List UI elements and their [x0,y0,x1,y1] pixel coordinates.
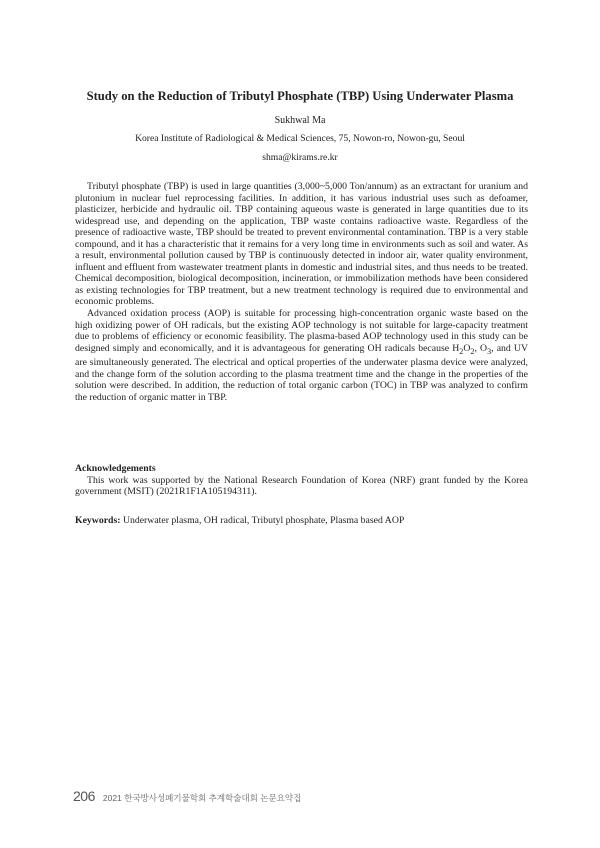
page-number: 206 [73,788,95,804]
subscript-h2o2-1: 2 [459,346,464,356]
acknowledgements-section [75,463,528,498]
o3-prefix: , O [474,342,488,354]
keywords-text: Underwater plasma, OH radical, Tributyl phosphate, Plasma based AOP [122,515,405,526]
acknowledgements-text: This work was supported by the National Research Foundation of Korea (NRF) grant funded by the Korea government (MSIT) (2021R1F1A105194311). [75,474,528,498]
author-affiliation: Korea Institute of Radiological & Medical Sciences, 75, Nowon-ro, Nowon-gu, Seoul [135,133,465,144]
abstract-section [75,181,528,403]
keywords-section [75,515,528,527]
abstract-paragraph-2 [75,308,528,403]
proceedings-title: 2021 한국방사성폐기물학회 추계학술대회 논문요약집 [102,793,302,803]
h2o2-mid: O [463,342,471,354]
author-name: Sukhwal Ma [274,115,326,126]
page-footer [73,788,301,804]
paragraph-2-text-after: , and UV are simultaneously generated. The electrical and optical properties of the underwater plasma device were analyzed, and the change form of the solution according to the plasma treatment time and the change in the properties of the solution were described. In addition, the reduction of total organic carbon (TOC) in TBP was analyzed to confirm the reduction of organic matter in TBP. [75,342,528,403]
acknowledgements-heading: Acknowledgements [75,463,156,474]
paper-title: Study on the Reduction of Tributyl Phosphate (TBP) Using Underwater Plasma [86,89,514,103]
author-email: shma@kirams.re.kr [262,152,338,163]
subscript-o3: 3 [487,346,492,356]
paragraph-2-text-before: Advanced oxidation process (AOP) is suitable for processing high-concentration organic waste based on the high oxidizing power of OH radicals, but the existing AOP technology is not suitable for large-capacity treatment due to problems of efficiency or economic feasibility. The plasma-based AOP technology used in this study can be designed simply and economically, and it is advantageous for generating OH radicals because H [75,308,528,354]
subscript-h2o2-2: 2 [470,346,475,356]
abstract-paragraph-1: Tributyl phosphate (TBP) is used in large quantities (3,000~5,000 Ton/annum) as an extractant for uranium and plutonium in nuclear fuel reprocessing facilities. In addition, it has various industrial uses such as defoamer, plasticizer, herbicide and hydraulic oil. TBP containing aqueous waste is generated in large quantities due to its widespread use, and depending on the application, TBP waste contains radioactive waste. Regardless of the presence of radioactive waste, TBP should be treated to prevent environmental contamination. TBP is a very stable compound, and it has a characteristic that it remains for a very long time in environments such as soil and water. As a result, environmental pollution caused by TBP is continuously detected in indoor air, water quality environment, influent and effluent from wastewater treatment plants in domestic and industrial sites, and thus needs to be treated. Chemical decomposition, biological decomposition, incineration, or immobilization methods have been considered as existing technologies for TBP treatment, but a new treatment technology is required due to environmental and economic problems. [75,181,528,308]
keywords-label: Keywords: [75,515,121,526]
